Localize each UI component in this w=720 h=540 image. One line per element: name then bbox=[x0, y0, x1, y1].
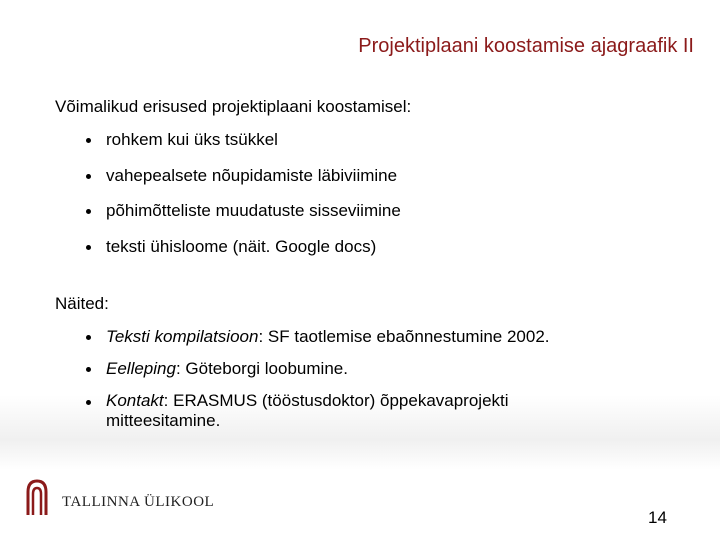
page-number: 14 bbox=[648, 508, 667, 527]
list-item bbox=[86, 359, 606, 391]
list-item: teksti ühisloome (näit. Google docs) bbox=[86, 237, 401, 273]
list-item: rohkem kui üks tsükkel bbox=[86, 130, 401, 166]
example-text: : SF taotlemise ebaõnnestumine 2002. bbox=[258, 327, 550, 346]
example-text: : Göteborgi loobumine. bbox=[175, 359, 348, 378]
bullet-dot-icon bbox=[86, 367, 91, 372]
bullet-dot-icon bbox=[86, 174, 91, 179]
example-text: : ERASMUS (tööstusdoktor) õppekavaprojekti mitteesitamine. bbox=[106, 391, 509, 430]
section-heading-examples: Näited: bbox=[55, 294, 109, 313]
bullet-dot-icon bbox=[86, 245, 91, 250]
bullet-dot-icon bbox=[86, 138, 91, 143]
logo-text: TALLINNA ÜLIKOOL bbox=[62, 494, 215, 510]
example-label: Teksti kompilatsioon bbox=[106, 327, 259, 346]
list-item: põhimõtteliste muudatuste sisseviimine bbox=[86, 201, 401, 237]
slide-title: Projektiplaani koostamise ajagraafik II bbox=[358, 35, 694, 57]
examples-list bbox=[86, 327, 606, 430]
differences-list bbox=[86, 130, 401, 272]
list-item bbox=[86, 327, 606, 359]
example-label: Kontakt bbox=[106, 391, 164, 410]
bullet-dot-icon bbox=[86, 209, 91, 214]
example-label: Eelleping bbox=[106, 359, 176, 378]
tallinn-university-logo-icon bbox=[26, 478, 48, 516]
section-heading-differences: Võimalikud erisused projektiplaani koostamisel: bbox=[55, 97, 412, 116]
list-item bbox=[86, 391, 606, 430]
list-item: vahepealsete nõupidamiste läbiviimine bbox=[86, 166, 401, 202]
bullet-dot-icon bbox=[86, 335, 91, 340]
bullet-dot-icon bbox=[86, 400, 91, 405]
